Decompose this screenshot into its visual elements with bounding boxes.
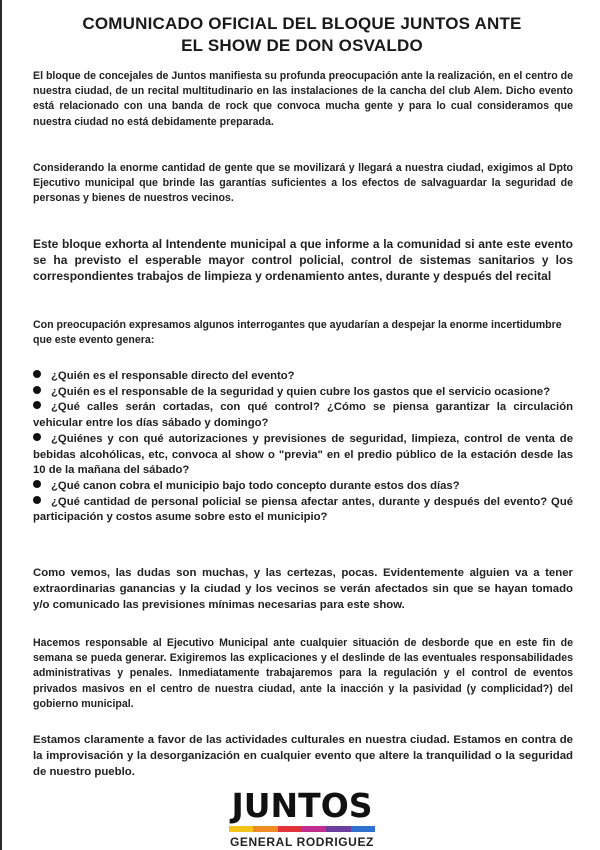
document-title-line-1: COMUNICADO OFICIAL DEL BLOQUE JUNTOS ANTE (82, 14, 522, 33)
logo-stripe (351, 826, 375, 832)
paragraph-conclusion: Como vemos, las dudas son muchas, y las certezas, pocas. Evidentemente alguien va a tener extraordinarias ganancias y la ciudad y los vecinos se verán afectados sin que se hayan tomado y/o comunicado las previsiones mínimas necesarias para este show. (33, 567, 573, 611)
question-item: ¿Quién es el responsable de la seguridad y quien cubre los gastos que el servicio ocasione? (33, 385, 573, 401)
paragraph-demand: Considerando la enorme cantidad de gente que se movilizará y llegará a nuestra ciudad, exigimos al Dpto Ejecutivo municipal que brinde las garantías suficientes a los efectos de salvaguardar la seguridad de personas y bienes de nuestros vecinos. (33, 162, 573, 205)
question-item: ¿Qué calles serán cortadas, con qué control? ¿Cómo se piensa garantizar la circulación vehicular entre los días sábado y domingo? (33, 401, 573, 430)
question-item: ¿Qué cantidad de personal policial se piensa afectar antes, durante y después del evento? Qué participación y costos asume sobre esto el municipio? (33, 495, 573, 524)
paragraph-questions-intro: Con preocupación expresamos algunos interrogantes que ayudarían a despejar la enorme incertidumbre que este evento genera: (33, 319, 562, 347)
logo-stripe (229, 826, 253, 832)
logo-stripe (278, 826, 302, 832)
document-title-line-2: EL SHOW DE DON OSVALDO (181, 36, 423, 55)
question-item: ¿Quién es el responsable directo del evento? (33, 369, 573, 385)
logo-stripe (253, 826, 277, 832)
bullet-icon (33, 496, 41, 504)
logo-subtitle: GENERAL RODRIGUEZ (230, 835, 374, 849)
paragraph-intro: El bloque de concejales de Juntos manifiesta su profunda preocupación ante la realización, en el centro de nuestra ciudad, de un recital multitudinario en las instalaciones de la cancha del club Alem. Dicho evento está relacionado con una banda de rock que convoca mucha gente y para lo cual consideramos que nuestra ciudad no está debidamente preparada. (33, 70, 573, 128)
bullet-icon (33, 370, 41, 378)
bullet-icon (33, 480, 41, 488)
bullet-icon (33, 386, 41, 394)
paragraph-exhortation: Este bloque exhorta al Intendente municipal a que informe a la comunidad si ante este evento se ha previsto el esperable mayor control policial, control de sistemas sanitarios y los correspondientes trabajos de limpieza y ordenamiento antes, durante y después del recital (33, 237, 573, 284)
logo-color-stripes (229, 826, 375, 832)
paragraph-closing: Estamos claramente a favor de las actividades culturales en nuestra ciudad. Estamos en contra de la improvisación y la desorganización en cualquier evento que altere la tranquilidad o la seguridad de nuestro pueblo. (33, 734, 573, 778)
bullet-icon (33, 401, 41, 409)
juntos-logo (197, 788, 407, 849)
bullet-icon (33, 433, 41, 441)
logo-wordmark: JUNTOS (231, 786, 373, 825)
logo-stripe (326, 826, 350, 832)
question-item: ¿Quiénes y con qué autorizaciones y previsiones de seguridad, limpieza, control de venta de bebidas alcohólicas, etc, convoca al show o "previa" en el predio público de la estación desde las 10 de la mañana del sábado? (33, 432, 573, 477)
question-item: ¿Qué canon cobra el municipio bajo todo concepto durante estos dos días? (33, 479, 573, 495)
paragraph-responsibility: Hacemos responsable al Ejecutivo Municipal ante cualquier situación de desborde que en este fin de semana se pueda generar. Exigiremos las explicaciones y el deslinde de las eventuales responsabilidades administrativas y penales. Inmediatamente trabajaremos para la regulación y el control de eventos privados masivos en el centro de nuestra ciudad, ante la inacción y la pasividad (y complicidad?) del gobierno municipal. (33, 637, 573, 710)
logo-stripe (302, 826, 326, 832)
questions-list (33, 369, 573, 526)
